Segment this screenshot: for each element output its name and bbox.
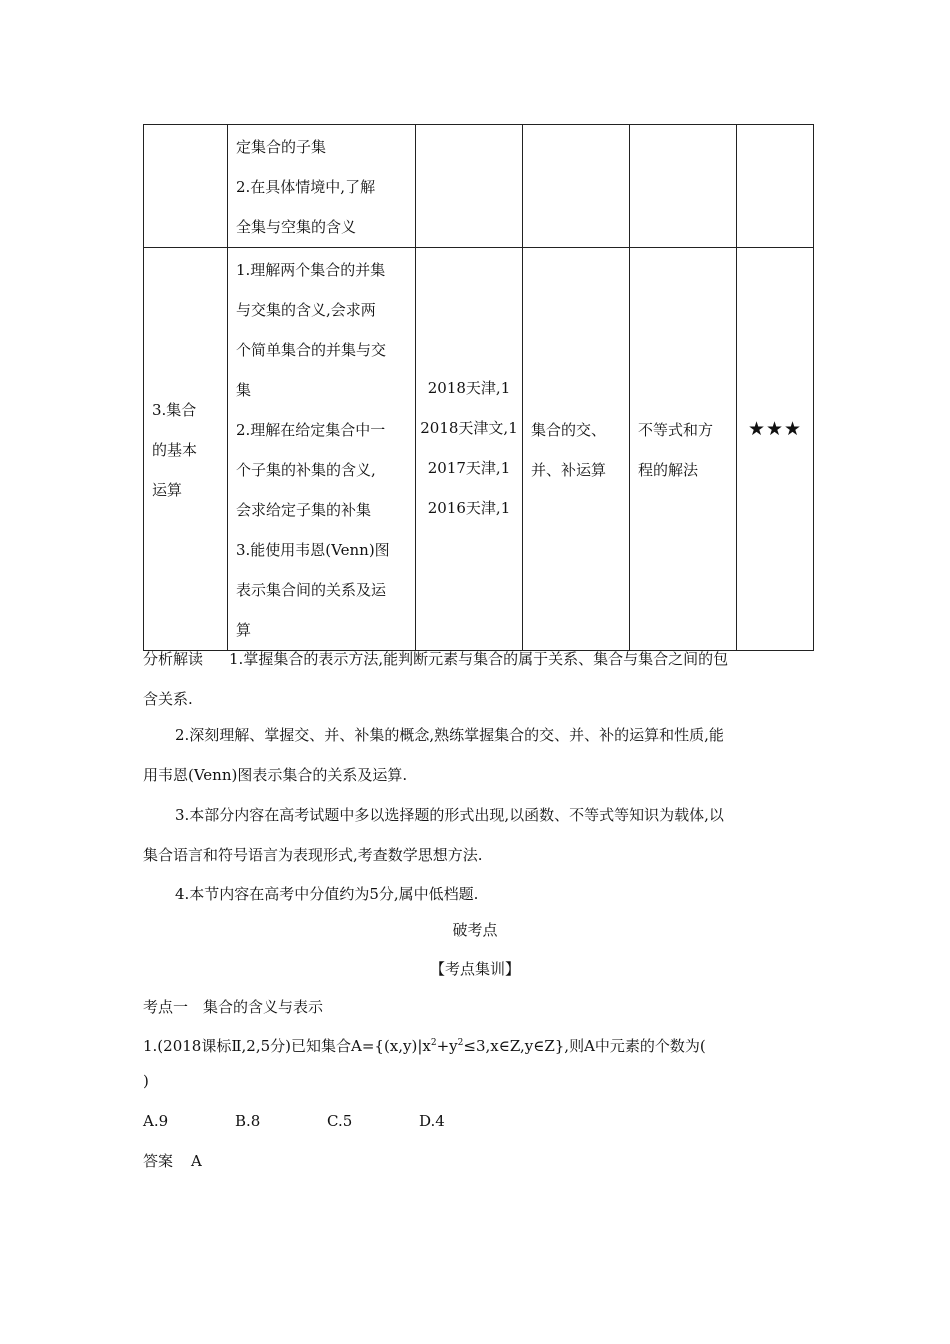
table-cell — [523, 248, 630, 651]
answer-line — [143, 1151, 807, 1171]
table-cell — [228, 248, 416, 651]
cell-text: 集合的交、 — [531, 421, 607, 439]
question-options — [143, 1111, 807, 1131]
question-stem — [143, 1033, 807, 1056]
table-row — [144, 248, 814, 651]
answer-label: 答案 — [143, 1152, 174, 1170]
analysis-text: 3.本部分内容在高考试题中多以选择题的形式出现,以函数、不等式等知识为载体,以 — [175, 806, 724, 824]
cell-text: 算 — [236, 621, 252, 639]
cell-text: 定集合的子集 — [236, 138, 327, 156]
question-text: ≤3,x∈Z,y∈Z},则A中元素的个数为( — [463, 1037, 706, 1055]
cell-text: 3.集合 — [152, 401, 197, 419]
table-cell — [416, 248, 523, 651]
analysis-text: 用韦恩(Venn)图表示集合的关系及运算. — [143, 766, 408, 784]
option-a: A.9 — [143, 1112, 169, 1130]
analysis-label: 分析解读 — [143, 650, 204, 668]
table-cell — [144, 248, 228, 651]
cell-text: 不等式和方 — [638, 421, 714, 439]
analysis-text: 2.深刻理解、掌握交、并、补集的概念,熟练掌握集合的交、并、补的运算和性质,能 — [175, 726, 724, 744]
analysis-line — [143, 649, 807, 669]
option-d: D.4 — [419, 1112, 445, 1130]
superscript: 2 — [430, 1038, 437, 1048]
cell-text: 2.在具体情境中,了解 — [236, 178, 376, 196]
table-cell — [144, 125, 228, 248]
question-text: +y — [436, 1037, 458, 1055]
table-cell — [228, 125, 416, 248]
table-cell — [630, 248, 737, 651]
cell-text: 全集与空集的含义 — [236, 218, 357, 236]
option-b: B.8 — [235, 1112, 261, 1130]
cell-text: 2017天津,1 — [427, 459, 511, 477]
analysis-text: 1.掌握集合的表示方法,能判断元素与集合的属于关系、集合与集合之间的包 — [229, 650, 729, 668]
question-text: 1.(2018课标Ⅱ,2,5分)已知集合A={(x,y)|x — [143, 1037, 431, 1055]
analysis-text: 4.本节内容在高考中分值约为5分,属中低档题. — [175, 885, 479, 903]
cell-text: 会求给定子集的补集 — [236, 501, 372, 519]
cell-text: 表示集合间的关系及运 — [236, 581, 387, 599]
cell-text: 集 — [236, 381, 252, 399]
table-cell — [523, 125, 630, 248]
cell-text: 1.理解两个集合的并集 — [236, 261, 386, 279]
table-row — [144, 125, 814, 248]
cell-text: 2018天津,1 — [427, 379, 511, 397]
subsection-title: 【考点集训】 — [429, 960, 520, 978]
question-text: ) — [143, 1072, 149, 1090]
option-c: C.5 — [327, 1112, 353, 1130]
analysis-text: 含关系. — [143, 690, 193, 708]
table-cell — [416, 125, 523, 248]
section-title: 破考点 — [452, 921, 498, 939]
cell-text: 并、补运算 — [531, 461, 607, 479]
cell-text: 程的解法 — [638, 461, 699, 479]
superscript: 2 — [457, 1038, 464, 1048]
cell-text: 2016天津,1 — [427, 499, 511, 517]
table-cell — [737, 248, 814, 651]
table-cell — [737, 125, 814, 248]
cell-text: 运算 — [152, 481, 183, 499]
cell-text: 与交集的含义,会求两 — [236, 301, 376, 319]
cell-text: 的基本 — [152, 441, 198, 459]
cell-text: 个简单集合的并集与交 — [236, 341, 387, 359]
cell-text: 2018天津文,1 — [420, 419, 518, 437]
cell-text: 2.理解在给定集合中一 — [236, 421, 386, 439]
topic-heading: 考点一 集合的含义与表示 — [143, 998, 324, 1016]
difficulty-stars: ★★★ — [747, 418, 803, 440]
analysis-text: 集合语言和符号语言为表现形式,考查数学思想方法. — [143, 846, 483, 864]
table-cell — [630, 125, 737, 248]
cell-text: 3.能使用韦恩(Venn)图 — [236, 541, 390, 559]
syllabus-table — [143, 124, 814, 651]
answer-value: A — [191, 1152, 202, 1170]
cell-text: 个子集的补集的含义, — [236, 461, 376, 479]
